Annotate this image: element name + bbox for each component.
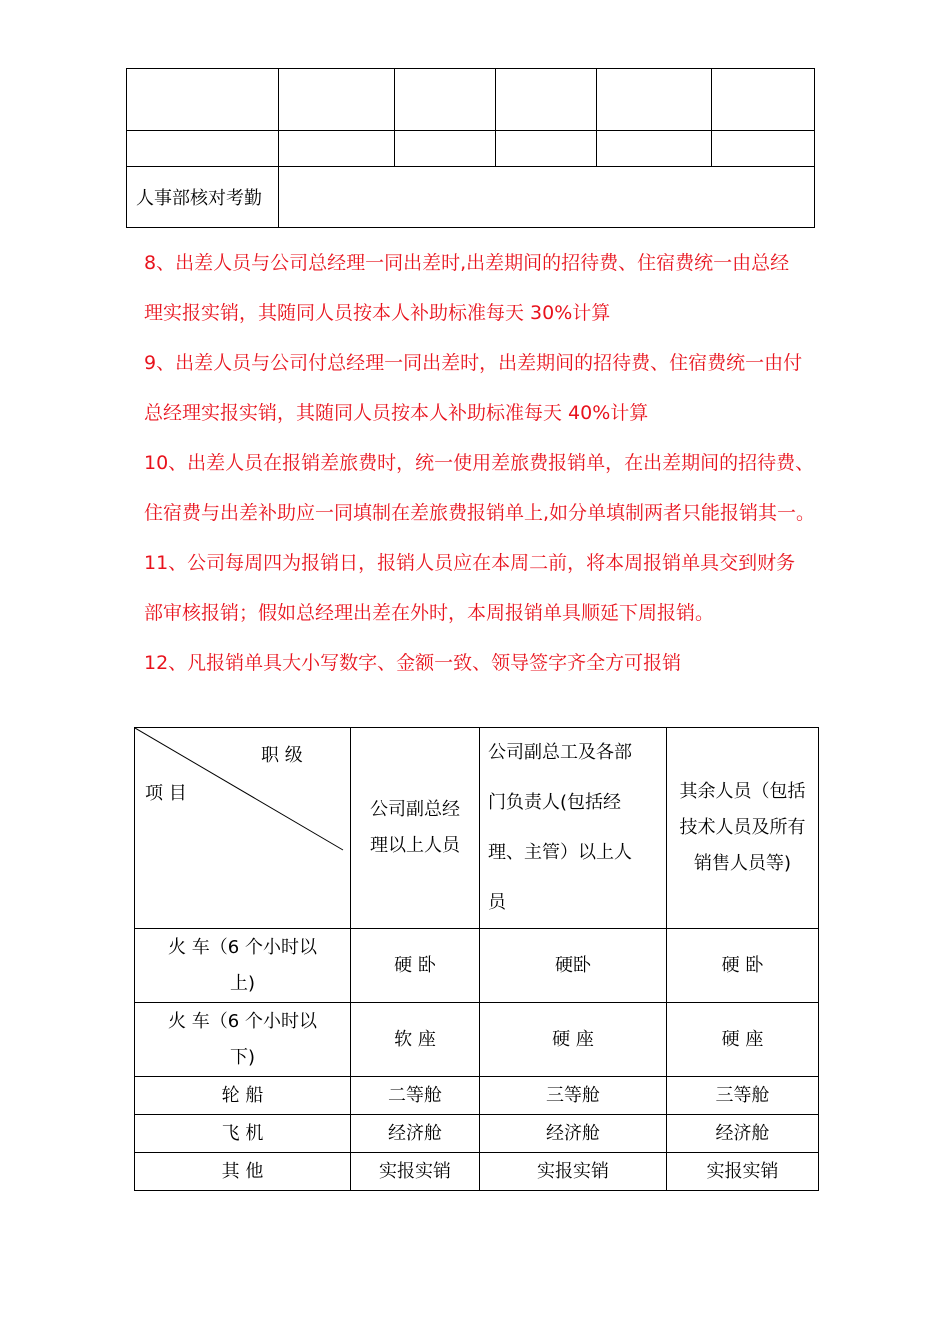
attendance-label: 人事部核对考勤 [127, 167, 279, 228]
value-cell: 实报实销 [351, 1153, 480, 1191]
value-cell: 经济舱 [667, 1115, 819, 1153]
item-line: 下) [229, 1046, 256, 1068]
col-header-vice-gm [351, 728, 480, 929]
table-cell [279, 131, 395, 167]
item-header: 项 目 [145, 783, 187, 804]
travel-standard-table [134, 727, 819, 1191]
header-line: 公司副总经 [370, 799, 460, 820]
value-cell: 三等舱 [667, 1077, 819, 1115]
value-cell: 三等舱 [480, 1077, 667, 1115]
item-cell [135, 1003, 351, 1077]
rule-line: 12、凡报销单具大小写数字、金额一致、领导签字齐全方可报销 [144, 652, 682, 674]
table-cell [496, 69, 597, 131]
value-cell: 硬 卧 [667, 929, 819, 1003]
table-row [135, 929, 819, 1003]
diagonal-line [135, 728, 351, 927]
item-line: 火 车（6 个小时以 [168, 936, 317, 958]
value-cell: 经济舱 [480, 1115, 667, 1153]
table-row [135, 1003, 819, 1077]
item-line: 上) [229, 972, 256, 994]
attendance-table [126, 68, 815, 228]
table-row [127, 167, 815, 228]
value-cell: 实报实销 [480, 1153, 667, 1191]
header-line: 员 [488, 892, 506, 913]
value-cell: 经济舱 [351, 1115, 480, 1153]
header-line: 技术人员及所有 [679, 817, 806, 838]
item-line: 火 车（6 个小时以 [168, 1010, 317, 1032]
item-cell: 轮 船 [135, 1077, 351, 1115]
rule-line: 总经理实报实销，其随同人员按本人补助标准每天 40%计算 [144, 402, 649, 424]
table-row [135, 1115, 819, 1153]
grade-header: 职 级 [261, 745, 303, 766]
value-cell: 实报实销 [667, 1153, 819, 1191]
rule-line: 11、公司每周四为报销日，报销人员应在本周二前，将本周报销单具交到财务 [144, 552, 796, 574]
item-cell: 飞 机 [135, 1115, 351, 1153]
table-row [135, 1077, 819, 1115]
header-line: 理以上人员 [370, 835, 460, 856]
header-row [135, 728, 819, 929]
table-cell [597, 69, 712, 131]
rule-line: 理实报实销，其随同人员按本人补助标准每天 30%计算 [144, 302, 611, 324]
value-cell: 硬卧 [480, 929, 667, 1003]
item-cell [135, 929, 351, 1003]
table-cell [127, 131, 279, 167]
header-line: 理、主管）以上人 [488, 842, 632, 863]
table-cell [395, 131, 496, 167]
col-header-dept-heads [480, 728, 667, 929]
value-cell: 软 座 [351, 1003, 480, 1077]
rules-list [144, 238, 824, 688]
value-cell: 二等舱 [351, 1077, 480, 1115]
table-cell [597, 131, 712, 167]
table-row [135, 1153, 819, 1191]
header-line: 公司副总工及各部 [488, 742, 632, 763]
value-cell: 硬 座 [480, 1003, 667, 1077]
item-cell: 其 他 [135, 1153, 351, 1191]
value-cell: 硬 座 [667, 1003, 819, 1077]
rule-line: 9、出差人员与公司付总经理一同出差时，出差期间的招待费、住宿费统一由付 [144, 352, 803, 374]
table-row [127, 69, 815, 131]
table-row [127, 131, 815, 167]
table-cell [712, 69, 815, 131]
rule-line: 部审核报销；假如总经理出差在外时，本周报销单具顺延下周报销。 [144, 602, 715, 624]
table-cell [712, 131, 815, 167]
header-line: 其余人员（包括 [679, 781, 806, 802]
attendance-value [279, 167, 815, 228]
table-cell [395, 69, 496, 131]
table-cell [496, 131, 597, 167]
col-header-others [667, 728, 819, 929]
table-cell [279, 69, 395, 131]
header-line: 销售人员等) [693, 853, 792, 874]
corner-header-cell [135, 728, 351, 929]
table-cell [127, 69, 279, 131]
rule-line: 8、出差人员与公司总经理一同出差时,出差期间的招待费、住宿费统一由总经 [144, 252, 790, 274]
value-cell: 硬 卧 [351, 929, 480, 1003]
rule-line: 住宿费与出差补助应一同填制在差旅费报销单上,如分单填制两者只能报销其一。 [144, 502, 816, 524]
header-line: 门负责人(包括经 [488, 792, 622, 813]
rule-line: 10、出差人员在报销差旅费时，统一使用差旅费报销单，在出差期间的招待费、 [144, 452, 815, 474]
